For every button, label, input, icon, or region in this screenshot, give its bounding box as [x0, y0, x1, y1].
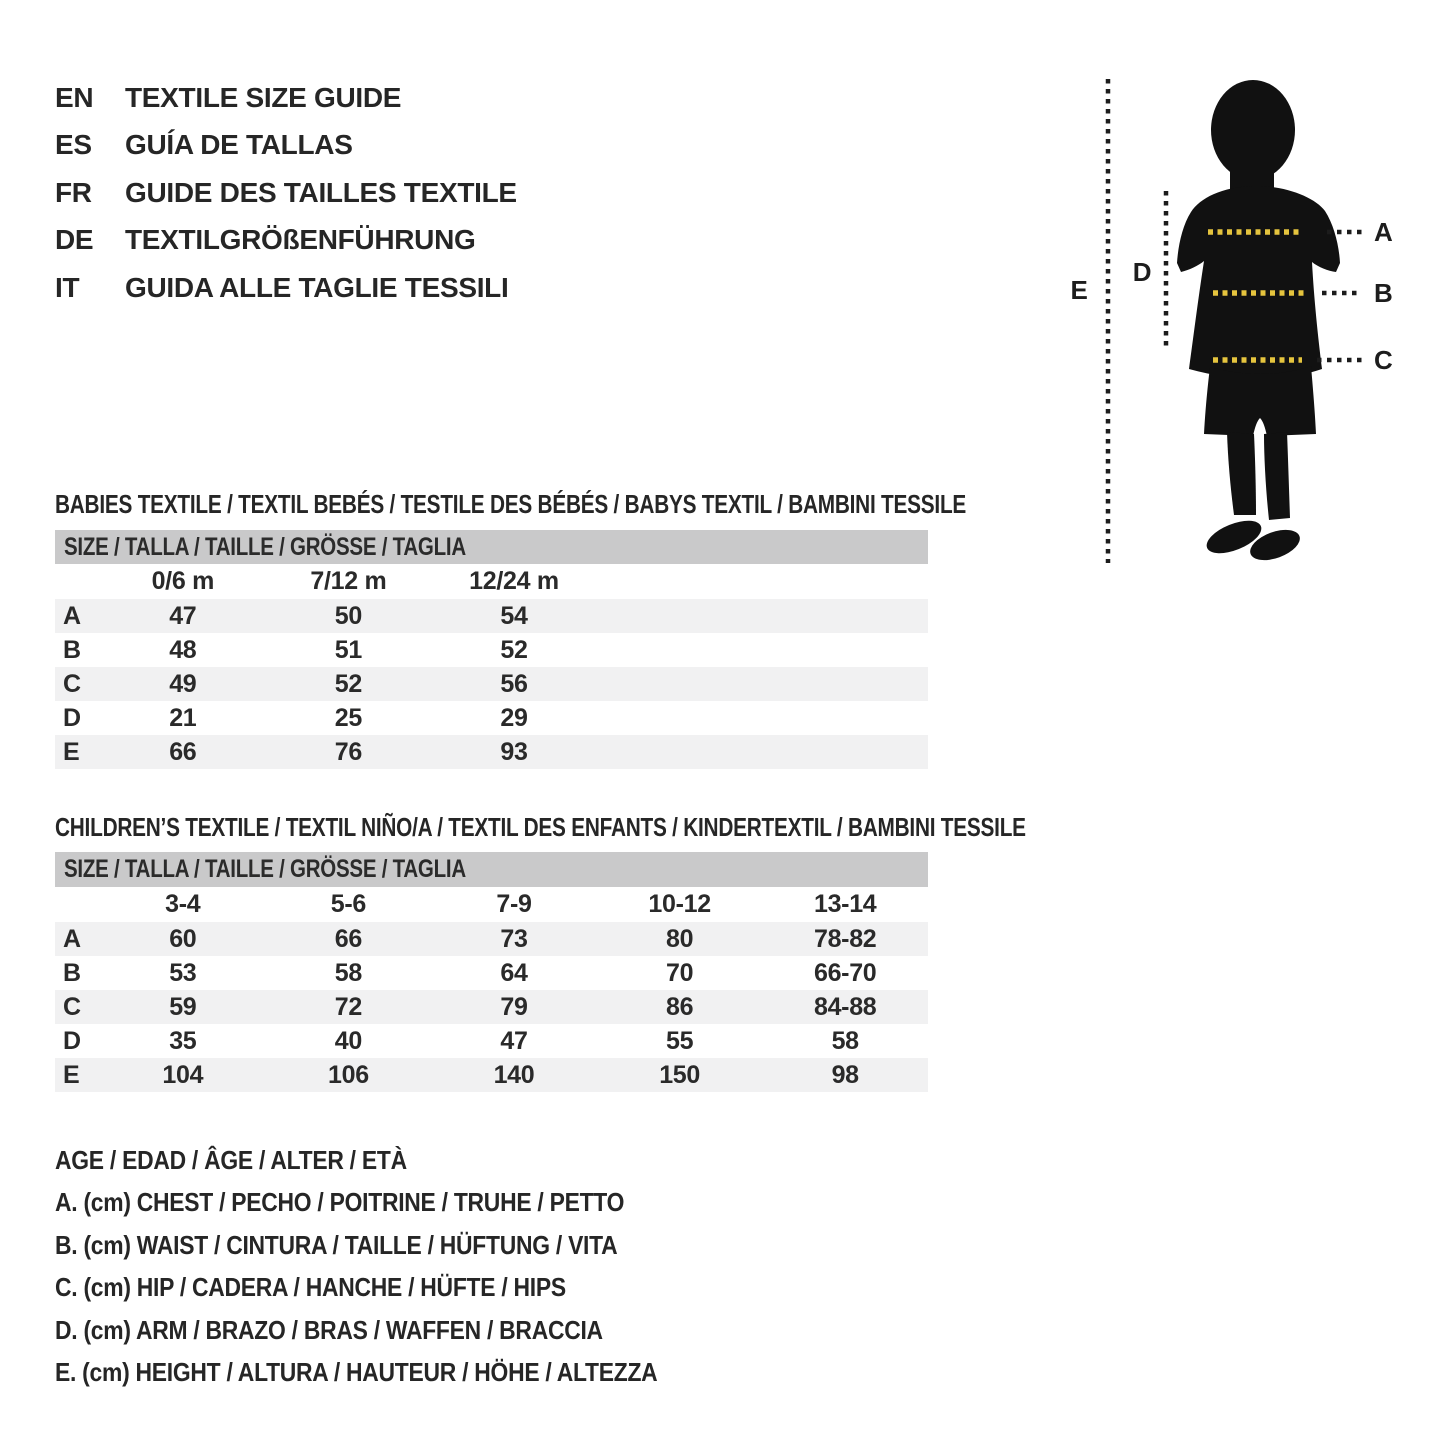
table-cell: 80 [665, 924, 694, 953]
legend-age: AGE / EDAD / ÂGE / ALTER / ETÀ [55, 1144, 407, 1175]
language-code: ES [55, 129, 92, 161]
size-header-label: SIZE / TALLA / TAILLE / GRÖSSE / TAGLIA [64, 855, 466, 883]
column-header: 12/24 m [469, 567, 559, 595]
table-cell: 29 [500, 703, 528, 732]
language-code: IT [55, 271, 80, 303]
table-cell: 93 [500, 737, 528, 766]
size-header-label: SIZE / TALLA / TAILLE / GRÖSSE / TAGLIA [64, 532, 466, 561]
table-cell: 49 [169, 669, 197, 698]
language-code: DE [55, 224, 94, 256]
column-header: 0/6 m [151, 567, 215, 595]
table-cell: 86 [665, 992, 694, 1021]
table-cell: 150 [659, 1060, 700, 1089]
table-cell: 47 [500, 1026, 528, 1055]
children-size-table [55, 852, 928, 1092]
legend-height: E. (cm) HEIGHT / ALTURA / HAUTEUR / HÖHE / ALTEZZA [55, 1357, 658, 1388]
row-label: A [63, 924, 81, 953]
row-label: D [63, 1026, 81, 1055]
measure-label-e: E [1070, 275, 1088, 305]
table-cell: 70 [665, 958, 694, 987]
size-header-bar [55, 530, 928, 564]
table-row-a [55, 599, 928, 633]
table-cell: 76 [334, 737, 362, 766]
column-header: 13-14 [813, 890, 877, 918]
column-header-row [55, 887, 928, 922]
row-label: B [63, 958, 81, 987]
table-row-d [55, 701, 928, 735]
table-cell: 79 [500, 992, 528, 1021]
table-cell: 64 [500, 958, 528, 987]
table-cell: 84-88 [813, 992, 877, 1021]
table-row-a [55, 922, 928, 956]
table-cell: 104 [162, 1060, 204, 1089]
measurement-legend [55, 1139, 740, 1394]
table-cell: 54 [500, 601, 528, 630]
table-cell: 51 [334, 635, 362, 664]
table-cell: 58 [334, 958, 362, 987]
language-row-en [55, 74, 517, 122]
table-cell: 72 [334, 992, 362, 1021]
table-row-d [55, 1024, 928, 1058]
column-header: 7-9 [496, 890, 532, 918]
child-silhouette [1177, 80, 1340, 566]
language-row-de [55, 217, 517, 265]
table-cell: 48 [169, 635, 197, 664]
table-cell: 66-70 [813, 958, 877, 987]
table-cell: 21 [169, 703, 197, 732]
language-code: FR [55, 176, 92, 208]
babies-size-table [55, 530, 928, 769]
legend-arm: D. (cm) ARM / BRAZO / BRAS / WAFFEN / BRACCIA [55, 1314, 603, 1345]
guide-title-it: GUIDA ALLE TAGLIE TESSILI [125, 271, 509, 303]
language-row-fr [55, 169, 517, 217]
legend-chest: A. (cm) CHEST / PECHO / POITRINE / TRUHE / PETTO [55, 1187, 625, 1218]
column-header: 5-6 [330, 890, 366, 918]
table-cell: 55 [665, 1026, 694, 1055]
table-cell: 60 [169, 924, 197, 953]
column-header-row [55, 564, 928, 599]
table-cell: 35 [169, 1026, 197, 1055]
row-label: E [63, 737, 80, 766]
row-label: B [63, 635, 81, 664]
measure-label-c: C [1374, 345, 1393, 375]
table-cell: 59 [169, 992, 197, 1021]
table-row-e [55, 735, 928, 769]
table-cell: 53 [169, 958, 197, 987]
table-cell: 56 [500, 669, 528, 698]
table-cell: 52 [334, 669, 362, 698]
table-row-c [55, 667, 928, 701]
table-row-b [55, 956, 928, 990]
table-cell: 73 [500, 924, 528, 953]
guide-title-de: TEXTILGRÖßENFÜHRUNG [125, 224, 476, 256]
row-label: E [63, 1060, 80, 1089]
measure-label-b: B [1374, 278, 1393, 308]
size-header-bar [55, 852, 928, 887]
table-row-c [55, 990, 928, 1024]
row-label: C [63, 992, 81, 1021]
guide-title-fr: GUIDE DES TAILLES TEXTILE [125, 176, 517, 208]
table-cell: 78-82 [813, 924, 877, 953]
table-cell: 66 [169, 737, 197, 766]
measure-label-a: A [1374, 217, 1393, 247]
column-header: 3-4 [165, 890, 201, 918]
table-cell: 140 [493, 1060, 535, 1089]
row-label: D [63, 703, 81, 732]
table-cell: 25 [334, 703, 362, 732]
language-row-es [55, 122, 517, 170]
column-header: 7/12 m [310, 567, 387, 595]
table-cell: 58 [831, 1026, 859, 1055]
table-row-b [55, 633, 928, 667]
row-label: A [63, 601, 81, 630]
column-header: 10-12 [648, 890, 711, 918]
table-cell: 50 [334, 601, 362, 630]
legend-waist: B. (cm) WAIST / CINTURA / TAILLE / HÜFTUNG / VITA [55, 1229, 618, 1260]
language-row-it [55, 264, 517, 312]
row-label: C [63, 669, 81, 698]
guide-title-es: GUÍA DE TALLAS [125, 129, 353, 161]
table-row-e [55, 1058, 928, 1092]
children-section-title: CHILDREN’S TEXTILE / TEXTIL NIÑO/A / TEXTIL DES ENFANTS / KINDERTEXTIL / BAMBINI TESSILE [55, 812, 1026, 842]
table-cell: 66 [334, 924, 362, 953]
babies-section-title: BABIES TEXTILE / TEXTIL BEBÉS / TESTILE DES BÉBÉS / BABYS TEXTIL / BAMBINI TESSILE [55, 489, 967, 519]
table-cell: 98 [831, 1060, 859, 1089]
language-code: EN [55, 81, 94, 113]
measure-label-d: D [1132, 257, 1152, 287]
guide-title-en: TEXTILE SIZE GUIDE [125, 81, 402, 113]
table-cell: 106 [327, 1060, 369, 1089]
table-cell: 40 [334, 1026, 362, 1055]
table-cell: 52 [500, 635, 528, 664]
language-title-list [55, 74, 517, 312]
legend-hip: C. (cm) HIP / CADERA / HANCHE / HÜFTE / HIPS [55, 1272, 566, 1303]
table-cell: 47 [169, 601, 197, 630]
